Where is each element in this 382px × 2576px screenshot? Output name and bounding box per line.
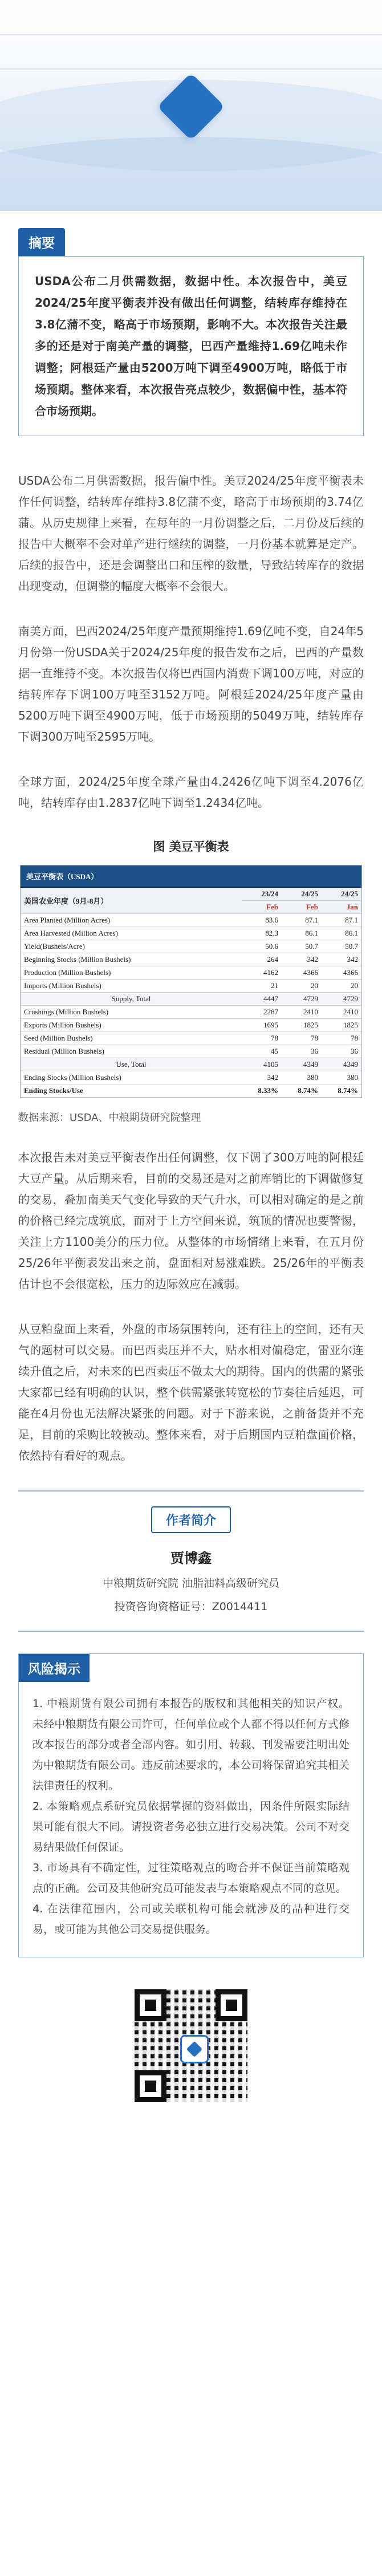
risk-item: 1. 中粮期货有限公司拥有本报告的版权和其他相关的知识产权。未经中粮期货有限公司许可，任何单位或个人都不得以任何方式修改本报告的部分或者全部内容。如引用、转载、刊发需要注明出处为中粮期货有限公司。违反前述要求的，本公司将保留追究其相关法律责任的权利。 — [32, 1697, 350, 1792]
table-row — [21, 1058, 361, 1071]
figure-title: 图 美豆平衡表 — [153, 840, 229, 854]
banner-wave — [0, 137, 382, 211]
year-header: 24/25 — [282, 888, 322, 901]
author-section — [0, 1492, 382, 1631]
balance-table — [20, 865, 362, 1098]
row-value: 1695 — [242, 1019, 282, 1032]
table-year-row — [21, 888, 361, 901]
row-value: 86.1 — [322, 927, 361, 940]
row-value: 87.1 — [322, 914, 361, 927]
row-value: 4105 — [242, 1058, 282, 1071]
row-value: 4162 — [242, 966, 282, 980]
table-row — [21, 966, 361, 980]
table-header: 美豆平衡表（USDA） — [21, 866, 361, 888]
row-value: 45 — [242, 1045, 282, 1058]
row-label: Ending Stocks/Use — [21, 1084, 242, 1098]
row-value: 36 — [322, 1045, 361, 1058]
row-label: Crushings (Million Bushels) — [21, 1006, 242, 1019]
row-value: 2410 — [322, 1006, 361, 1019]
row-value: 50.6 — [242, 940, 282, 953]
row-value: 50.7 — [282, 940, 322, 953]
paragraph: 本次报告未对美豆平衡表作出任何调整，仅下调了300万吨的阿根廷大豆产量。从后期来看，目前的交易还是对之前库销比的下调做修复的交易，叠加南美天气变化导致的天气升水，可以相对确定的是之前的价格已经完成筑底，而对于上方空间来说，筑顶的情况也要警惕，关注上方1100美分的压力位。从整体的市场情绪上来看，在五月份25/26年平衡表发出来之前，盘面相对易涨难跌。25/26年的平衡表估计也不会很宽松，压力的边际效应在减弱。 — [18, 1151, 364, 1291]
row-value: 21 — [242, 980, 282, 993]
paragraph: 从豆粕盘面上来看，外盘的市场氛围转向，还有往上的空间，还有天气的题材可以交易。而巴西卖压并不大，贴水相对偏稳定，雷亚尔连续升值之后，对未来的巴西卖压不做太大的期待。国内的供需的紧张大家都已经有明确的认识，整个供需紧张转宽松的节奏往后延迟，可能在4月份也无法解决紧张的问题。对于下游来说，之前备货并不充足，目前的采购比较被动。整体来看，对于后期国内豆粕盘面价格，依然持有看好的观点。 — [18, 1322, 364, 1462]
row-value: 82.3 — [242, 927, 282, 940]
author-name: 贾博鑫 — [170, 1550, 212, 1566]
row-label: Seed (Million Bushels) — [21, 1032, 242, 1045]
row-label: Area Planted (Million Acres) — [21, 914, 242, 927]
paragraph: USDA公布二月供需数据，报告偏中性。美豆2024/25年度平衡表未作任何调整，结转库存维持3.8亿蒲不变，略高于市场预期的3.74亿蒲。从历史规律上来看，在每年的一月份调整之后，二月份及后续的报告中大概率不会对单产进行继续的调整，一月份基本就算是定产。后续的报告中，还是会调整出口和压榨的数量，导致结转库存的数据出现变动，但调整的幅度大概率不会很大。 — [18, 474, 364, 593]
row-value: 4366 — [322, 966, 361, 980]
table-row — [21, 993, 361, 1006]
row-value: 4349 — [282, 1058, 322, 1071]
author-tag: 作者简介 — [151, 1506, 231, 1533]
row-label: Area Harvested (Million Acres) — [21, 927, 242, 940]
row-value: 380 — [322, 1071, 361, 1084]
row-label: Yield(Bushels/Acre) — [21, 940, 242, 953]
row-value: 1825 — [322, 1019, 361, 1032]
table-row — [21, 914, 361, 927]
qr-section — [0, 1957, 382, 2125]
brand-logo-icon — [180, 2035, 209, 2063]
paragraph: 全球方面，2024/25年度全球产量由4.2426亿吨下调至4.2076亿吨，结转库存由1.2837亿吨下调至1.2434亿吨。 — [18, 775, 364, 810]
row-value: 4729 — [322, 993, 361, 1006]
row-label: Ending Stocks (Million Bushels) — [21, 1071, 242, 1084]
row-label: Imports (Million Bushels) — [21, 980, 242, 993]
column-header: 美国农业年度（9月-8月） — [21, 888, 242, 914]
risk-tab: 风险揭示 — [19, 1654, 90, 1682]
table-row — [21, 1019, 361, 1032]
row-value: 342 — [322, 953, 361, 966]
header-banner — [0, 0, 382, 211]
row-value: 78 — [242, 1032, 282, 1045]
row-value: 8.74% — [282, 1084, 322, 1098]
row-value: 78 — [322, 1032, 361, 1045]
figure-source: 数据来源：USDA、中粮期货研究院整理 — [18, 1112, 201, 1124]
qr-code-icon — [131, 1986, 251, 2106]
row-value: 342 — [282, 953, 322, 966]
row-value: 36 — [282, 1045, 322, 1058]
banner-line — [0, 68, 382, 70]
table-row — [21, 927, 361, 940]
table-row — [21, 980, 361, 993]
row-value: 78 — [282, 1032, 322, 1045]
row-label: Residual (Million Bushels) — [21, 1045, 242, 1058]
table-row — [21, 1032, 361, 1045]
table-row — [21, 1006, 361, 1019]
row-label: Beginning Stocks (Million Bushels) — [21, 953, 242, 966]
row-value: 4729 — [282, 993, 322, 1006]
author-role: 中粮期货研究院 油脂油料高级研究员 — [102, 1577, 280, 1590]
paragraph: 南美方面，巴西2024/25年度产量预期维持1.69亿吨不变，自24年5月份第一份USDA关于2024/25年度的报告发布之后，巴西的产量数据一直维持不变。本次报告仅将巴西国内消费下调100万吨，对应的结转库存下调100万吨至3152万吨。阿根廷2024/25年度产量由5200万吨下调至4900万吨，低于市场预期的5049万吨，结转库存下调300万吨至2595万吨。 — [18, 624, 364, 743]
row-value: 8.33% — [242, 1084, 282, 1098]
row-value: 20 — [282, 980, 322, 993]
risk-item: 3. 市场具有不确定性，过往策略观点的吻合并不保证当前策略观点的正确。公司及其他研究员可能发表与本策略观点不同的意见。 — [32, 1862, 350, 1895]
row-value: 50.7 — [322, 940, 361, 953]
risk-item: 4. 在法律范围内，公司或关联机构可能会就涉及的品种进行交易，或可能为其他公司交易提供服务。 — [32, 1903, 350, 1936]
summary-section — [0, 211, 382, 436]
row-value: 20 — [322, 980, 361, 993]
article-body — [0, 436, 382, 1466]
risk-item: 2. 本策略观点系研究员依据掌握的资料做出，因条件所限实际结果可能有很大不同。请投资者务必独立进行交易决策。公司不对交易结果做任何保证。 — [32, 1800, 350, 1854]
table-row — [21, 1071, 361, 1084]
month-header: Feb — [242, 901, 282, 914]
banner-line — [0, 34, 382, 35]
row-value: 86.1 — [282, 927, 322, 940]
row-value: 2287 — [242, 1006, 282, 1019]
row-value: 8.74% — [322, 1084, 361, 1098]
row-value: 380 — [282, 1071, 322, 1084]
author-cert: 投资咨询资格证号：Z0014411 — [114, 1600, 268, 1613]
row-label: Supply, Total — [21, 993, 242, 1006]
risk-body — [19, 1682, 363, 1957]
row-value: 4366 — [282, 966, 322, 980]
summary-text: USDA公布二月供需数据，数据中性。本次报告中，美豆2024/25年度平衡表并没有做出任何调整，结转库存维持在3.8亿蒲不变，略高于市场预期，影响不大。本次报告关注最多的还是对于南美产量的调整，巴西产量维持1.69亿吨未作调整；阿根廷产量由5200万吨下调至4900万吨，略低于市场预期。整体来看，本次报告亮点较少，数据偏中性，基本符合市场预期。 — [18, 256, 364, 436]
summary-tab: 摘要 — [18, 228, 65, 256]
row-value: 1825 — [282, 1019, 322, 1032]
table-row — [21, 1084, 361, 1098]
risk-section — [18, 1653, 364, 1957]
row-value: 4447 — [242, 993, 282, 1006]
row-label: Exports (Million Bushels) — [21, 1019, 242, 1032]
table-row — [21, 940, 361, 953]
year-header: 24/25 — [322, 888, 361, 901]
table-row — [21, 1045, 361, 1058]
month-header: Feb — [282, 901, 322, 914]
divider — [18, 1631, 364, 1632]
month-header: Jan — [322, 901, 361, 914]
row-value: 87.1 — [282, 914, 322, 927]
table-row — [21, 953, 361, 966]
row-label: Use, Total — [21, 1058, 242, 1071]
row-label: Production (Million Bushels) — [21, 966, 242, 980]
row-value: 83.6 — [242, 914, 282, 927]
row-value: 342 — [242, 1071, 282, 1084]
row-value: 2410 — [282, 1006, 322, 1019]
row-value: 4349 — [322, 1058, 361, 1071]
year-header: 23/24 — [242, 888, 282, 901]
row-value: 264 — [242, 953, 282, 966]
